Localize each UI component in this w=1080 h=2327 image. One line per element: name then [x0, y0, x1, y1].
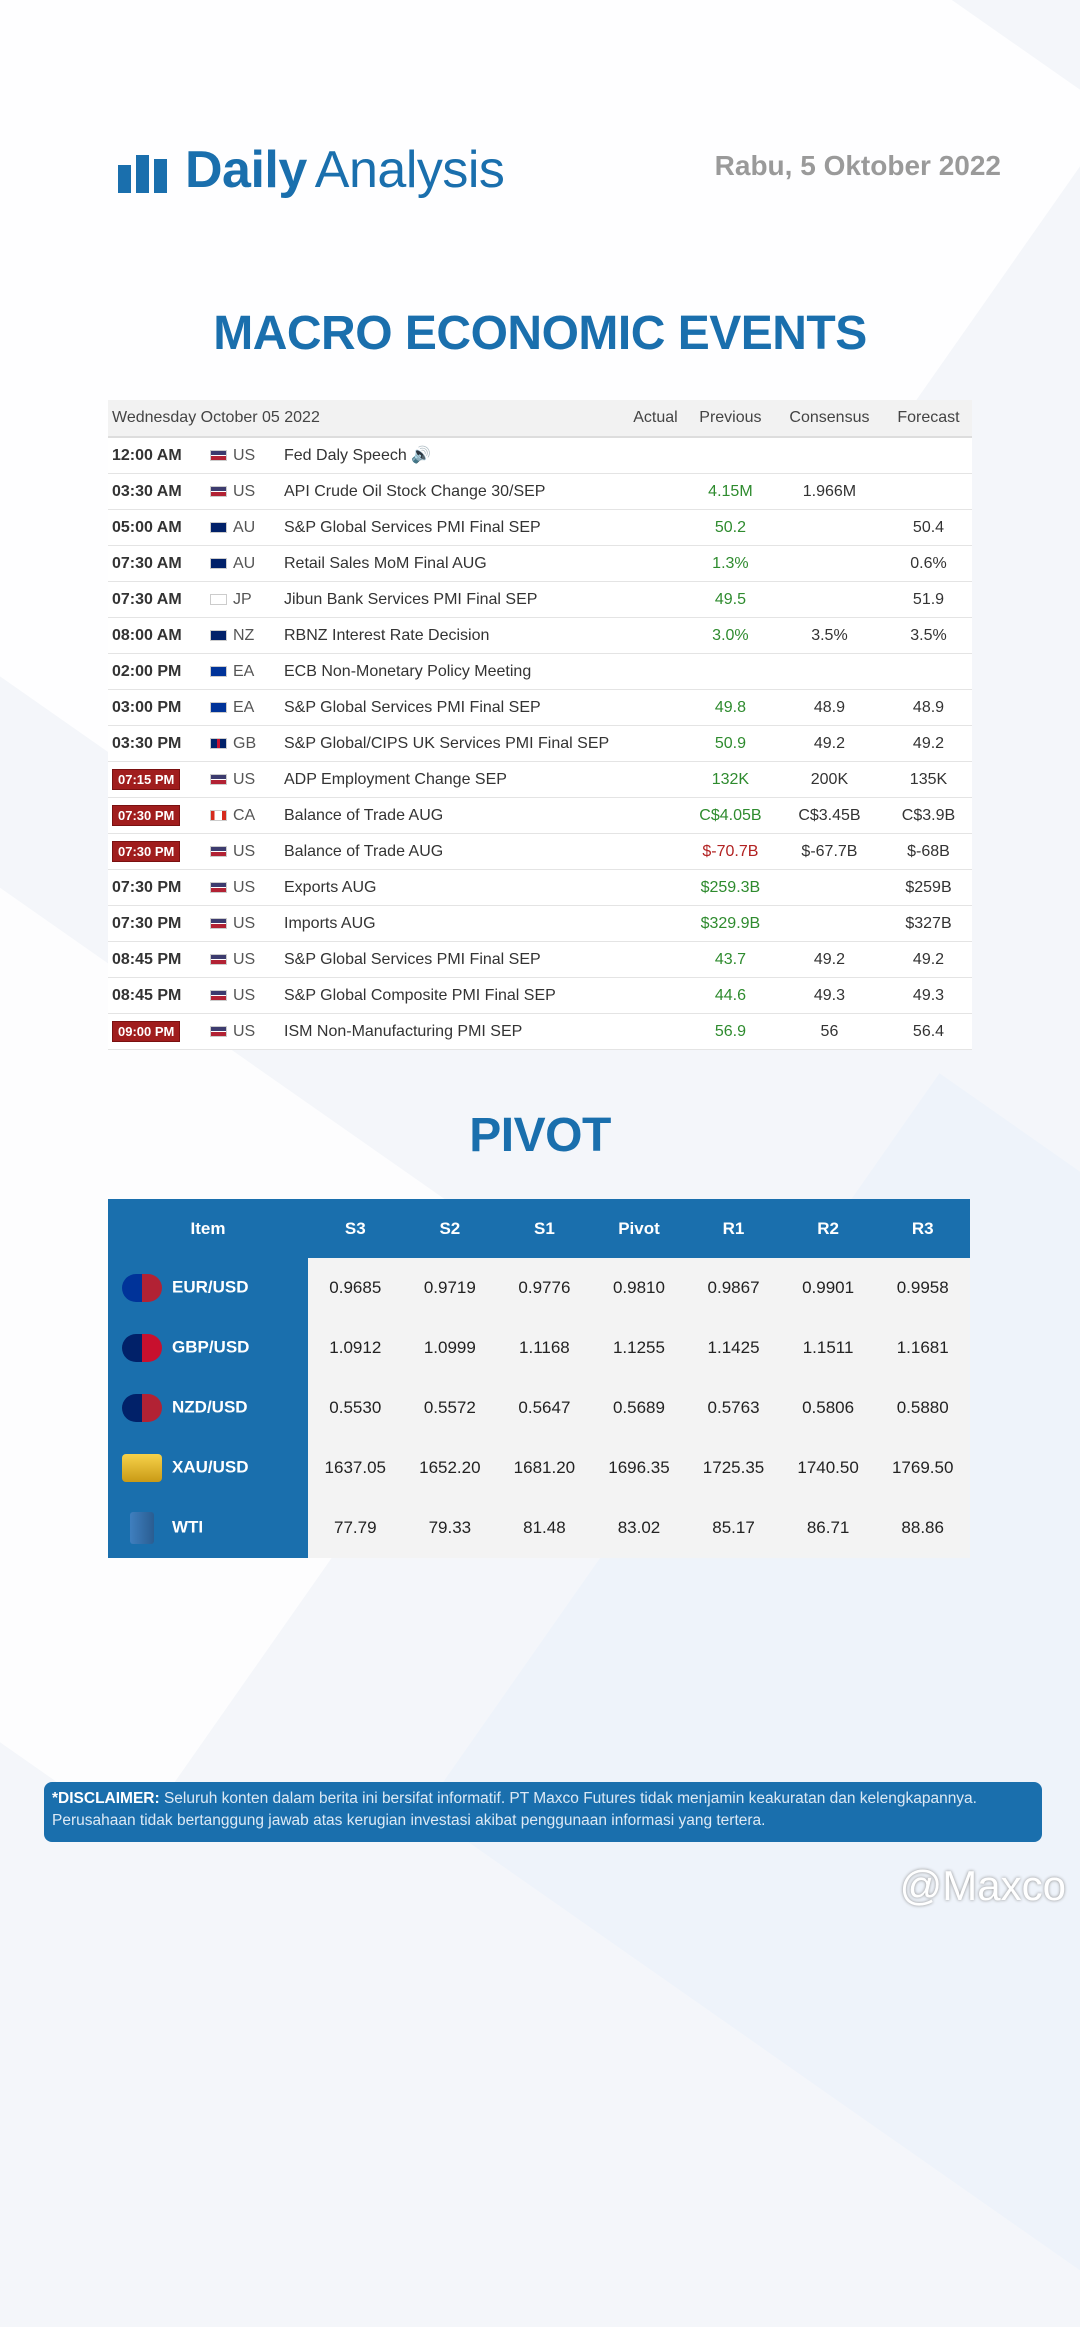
event-country — [209, 582, 283, 618]
pivot-value: 1.1681 — [875, 1318, 970, 1378]
country-flag-icon — [210, 738, 227, 749]
pivot-value: 77.79 — [308, 1498, 403, 1558]
pivot-col-pivot: Pivot — [592, 1199, 687, 1258]
pivot-value: 1696.35 — [592, 1438, 687, 1498]
event-actual — [624, 942, 687, 978]
country-code: US — [233, 482, 256, 500]
country-code: US — [233, 1022, 256, 1040]
pivot-value: 1.1511 — [781, 1318, 876, 1378]
time-text: 07:30 PM — [112, 878, 182, 896]
time-text: 12:00 AM — [112, 446, 182, 464]
event-consensus: 49.2 — [774, 942, 885, 978]
event-country — [209, 546, 283, 582]
disclaimer-label: *DISCLAIMER: — [52, 1790, 160, 1807]
pivot-value: 1725.35 — [686, 1438, 781, 1498]
event-forecast: $259B — [885, 870, 972, 906]
pivot-value: 79.33 — [403, 1498, 498, 1558]
country-code: AU — [233, 554, 256, 572]
event-forecast — [885, 437, 972, 474]
event-previous: 44.6 — [687, 978, 774, 1014]
event-consensus — [774, 906, 885, 942]
event-actual — [624, 978, 687, 1014]
macro-event-row — [108, 978, 972, 1014]
event-country — [209, 834, 283, 870]
country-code: US — [233, 914, 256, 932]
event-time — [108, 870, 209, 906]
pivot-value: 1.1425 — [686, 1318, 781, 1378]
event-previous: 56.9 — [687, 1014, 774, 1050]
gbp-usd-flags-icon — [122, 1334, 162, 1362]
nzd-usd-flags-icon — [122, 1394, 162, 1422]
event-name: ADP Employment Change SEP — [283, 762, 624, 798]
macro-event-row — [108, 437, 972, 474]
pivot-item — [108, 1318, 308, 1378]
pivot-item — [108, 1438, 308, 1498]
time-badge: 09:00 PM — [112, 1021, 180, 1042]
country-flag-icon — [210, 954, 227, 965]
event-consensus: $-67.7B — [774, 834, 885, 870]
time-text: 08:45 PM — [112, 950, 182, 968]
event-forecast: 49.2 — [885, 942, 972, 978]
pivot-title: PIVOT — [469, 1109, 611, 1162]
event-consensus: 3.5% — [774, 618, 885, 654]
event-consensus: 48.9 — [774, 690, 885, 726]
event-country — [209, 762, 283, 798]
event-time — [108, 1014, 209, 1050]
event-previous — [687, 437, 774, 474]
pivot-value: 1740.50 — [781, 1438, 876, 1498]
country-code: EA — [233, 662, 255, 680]
country-flag-icon — [210, 450, 227, 461]
macro-event-row — [108, 690, 972, 726]
time-text: 07:30 PM — [112, 914, 182, 932]
pivot-row — [108, 1378, 970, 1438]
time-badge: 07:30 PM — [112, 841, 180, 862]
event-time — [108, 654, 209, 690]
logo-bold: Daily — [185, 141, 307, 199]
event-previous: 49.8 — [687, 690, 774, 726]
country-flag-icon — [210, 882, 227, 893]
country-code: US — [233, 986, 256, 1004]
event-previous — [687, 654, 774, 690]
time-text: 07:30 AM — [112, 554, 182, 572]
macro-event-row — [108, 798, 972, 834]
country-flag-icon — [210, 774, 227, 785]
country-flag-icon — [210, 810, 227, 821]
event-name: RBNZ Interest Rate Decision — [283, 618, 624, 654]
event-consensus: 49.2 — [774, 726, 885, 762]
macro-event-row — [108, 546, 972, 582]
gold-bars-icon — [122, 1454, 162, 1482]
event-forecast — [885, 654, 972, 690]
event-name: Fed Daly Speech 🔊 — [283, 437, 624, 474]
country-flag-icon — [210, 522, 227, 533]
macro-event-row — [108, 654, 972, 690]
pivot-col-r1: R1 — [686, 1199, 781, 1258]
pivot-col-item: Item — [108, 1199, 308, 1258]
event-country — [209, 942, 283, 978]
pivot-value: 88.86 — [875, 1498, 970, 1558]
time-badge: 07:15 PM — [112, 769, 180, 790]
pivot-row — [108, 1498, 970, 1558]
event-previous: 1.3% — [687, 546, 774, 582]
event-time — [108, 834, 209, 870]
macro-event-row — [108, 582, 972, 618]
pivot-row — [108, 1258, 970, 1318]
event-forecast: 50.4 — [885, 510, 972, 546]
event-time — [108, 726, 209, 762]
country-flag-icon — [210, 918, 227, 929]
event-name: ECB Non-Monetary Policy Meeting — [283, 654, 624, 690]
macro-event-row — [108, 726, 972, 762]
country-flag-icon — [210, 1026, 227, 1037]
event-actual — [624, 474, 687, 510]
time-text: 03:30 PM — [112, 734, 182, 752]
event-country — [209, 654, 283, 690]
macro-event-row — [108, 906, 972, 942]
event-consensus — [774, 654, 885, 690]
macro-event-row — [108, 834, 972, 870]
country-code: GB — [233, 734, 257, 752]
event-previous: 50.2 — [687, 510, 774, 546]
event-name: S&P Global/CIPS UK Services PMI Final SEP — [283, 726, 624, 762]
event-actual — [624, 654, 687, 690]
bar-chart-icon — [118, 147, 167, 193]
maxco-watermark: @Maxco — [899, 1862, 1066, 1909]
country-code: US — [233, 446, 256, 464]
pivot-value: 0.9719 — [403, 1258, 498, 1318]
time-text: 08:00 AM — [112, 626, 182, 644]
pivot-value: 1637.05 — [308, 1438, 403, 1498]
event-forecast: $-68B — [885, 834, 972, 870]
event-consensus — [774, 870, 885, 906]
event-name: Exports AUG — [283, 870, 624, 906]
pivot-item-label: GBP/USD — [172, 1337, 250, 1357]
country-flag-icon — [210, 846, 227, 857]
pivot-col-s2: S2 — [403, 1199, 498, 1258]
event-actual — [624, 582, 687, 618]
event-forecast: 56.4 — [885, 1014, 972, 1050]
event-forecast — [885, 474, 972, 510]
event-consensus — [774, 510, 885, 546]
pivot-value: 81.48 — [497, 1498, 592, 1558]
pivot-item — [108, 1378, 308, 1438]
disclaimer-text: Seluruh konten dalam berita ini bersifat informatif. PT Maxco Futures tidak menjamin keakuratan dan kelengkapannya. Perusahaan tidak bertanggung jawab atas kerugian investasi akibat penggunaan informasi yang tertera. — [52, 1790, 977, 1829]
event-name: S&P Global Composite PMI Final SEP — [283, 978, 624, 1014]
time-text: 02:00 PM — [112, 662, 182, 680]
pivot-value: 0.9776 — [497, 1258, 592, 1318]
pivot-value: 0.9810 — [592, 1258, 687, 1318]
event-forecast: 0.6% — [885, 546, 972, 582]
pivot-value: 1769.50 — [875, 1438, 970, 1498]
event-actual — [624, 618, 687, 654]
event-name: ISM Non-Manufacturing PMI SEP — [283, 1014, 624, 1050]
time-text: 03:30 AM — [112, 482, 182, 500]
macro-event-row — [108, 474, 972, 510]
country-flag-icon — [210, 702, 227, 713]
pivot-value: 0.5689 — [592, 1378, 687, 1438]
pivot-header-row — [108, 1199, 970, 1258]
event-previous: $259.3B — [687, 870, 774, 906]
event-time — [108, 582, 209, 618]
event-country — [209, 437, 283, 474]
macro-event-row — [108, 762, 972, 798]
event-name: Jibun Bank Services PMI Final SEP — [283, 582, 624, 618]
event-previous: 50.9 — [687, 726, 774, 762]
event-consensus — [774, 582, 885, 618]
country-code: JP — [233, 590, 252, 608]
event-actual — [624, 870, 687, 906]
pivot-value: 83.02 — [592, 1498, 687, 1558]
event-name: S&P Global Services PMI Final SEP — [283, 510, 624, 546]
previous-header: Previous — [687, 400, 774, 437]
pivot-col-s1: S1 — [497, 1199, 592, 1258]
time-text: 08:45 PM — [112, 986, 182, 1004]
pivot-value: 1652.20 — [403, 1438, 498, 1498]
event-forecast: 51.9 — [885, 582, 972, 618]
pivot-value: 1681.20 — [497, 1438, 592, 1498]
event-previous: $329.9B — [687, 906, 774, 942]
macro-event-row — [108, 870, 972, 906]
oil-barrel-icon — [130, 1512, 154, 1544]
macro-event-row — [108, 510, 972, 546]
event-actual — [624, 437, 687, 474]
country-code: US — [233, 842, 256, 860]
event-consensus: C$3.45B — [774, 798, 885, 834]
event-time — [108, 510, 209, 546]
actual-header: Actual — [624, 400, 687, 437]
event-name: S&P Global Services PMI Final SEP — [283, 690, 624, 726]
country-flag-icon — [210, 990, 227, 1001]
macro-header-row — [108, 400, 972, 437]
event-forecast: C$3.9B — [885, 798, 972, 834]
event-country — [209, 726, 283, 762]
logo-light: Analysis — [314, 141, 505, 199]
event-actual — [624, 1014, 687, 1050]
event-previous: 4.15M — [687, 474, 774, 510]
pivot-item-label: WTI — [172, 1517, 204, 1537]
event-consensus: 1.966M — [774, 474, 885, 510]
event-consensus — [774, 546, 885, 582]
event-actual — [624, 762, 687, 798]
event-consensus — [774, 437, 885, 474]
pivot-value: 0.5880 — [875, 1378, 970, 1438]
country-code: US — [233, 950, 256, 968]
pivot-item-label: NZD/USD — [172, 1397, 248, 1417]
event-country — [209, 906, 283, 942]
event-actual — [624, 546, 687, 582]
eur-usd-flags-icon — [122, 1274, 162, 1302]
event-actual — [624, 834, 687, 870]
event-actual — [624, 726, 687, 762]
pivot-value: 0.9958 — [875, 1258, 970, 1318]
event-time — [108, 978, 209, 1014]
event-country — [209, 1014, 283, 1050]
pivot-value: 1.1168 — [497, 1318, 592, 1378]
event-forecast: 48.9 — [885, 690, 972, 726]
event-previous: 43.7 — [687, 942, 774, 978]
pivot-item-label: EUR/USD — [172, 1277, 249, 1297]
country-code: US — [233, 770, 256, 788]
report-date: Rabu, 5 Oktober 2022 — [714, 150, 1001, 181]
pivot-item — [108, 1258, 308, 1318]
daily-analysis-logo — [118, 140, 504, 200]
event-actual — [624, 906, 687, 942]
event-consensus: 56 — [774, 1014, 885, 1050]
pivot-value: 0.5530 — [308, 1378, 403, 1438]
pivot-col-s3: S3 — [308, 1199, 403, 1258]
pivot-value: 0.5572 — [403, 1378, 498, 1438]
event-country — [209, 870, 283, 906]
event-time — [108, 906, 209, 942]
event-time — [108, 690, 209, 726]
event-previous: 132K — [687, 762, 774, 798]
event-country — [209, 798, 283, 834]
country-flag-icon — [210, 486, 227, 497]
event-country — [209, 474, 283, 510]
pivot-value: 0.5806 — [781, 1378, 876, 1438]
pivot-row — [108, 1318, 970, 1378]
event-time — [108, 762, 209, 798]
event-previous: 49.5 — [687, 582, 774, 618]
consensus-header: Consensus — [774, 400, 885, 437]
pivot-value: 0.9685 — [308, 1258, 403, 1318]
pivot-item-label: XAU/USD — [172, 1457, 249, 1477]
pivot-value: 1.0912 — [308, 1318, 403, 1378]
country-flag-icon — [210, 630, 227, 641]
time-text: 05:00 AM — [112, 518, 182, 536]
event-previous: C$4.05B — [687, 798, 774, 834]
pivot-value: 1.0999 — [403, 1318, 498, 1378]
event-previous: 3.0% — [687, 618, 774, 654]
pivot-table — [108, 1199, 970, 1558]
macro-events-table — [108, 400, 972, 1050]
event-forecast: 49.3 — [885, 978, 972, 1014]
country-code: NZ — [233, 626, 255, 644]
pivot-row — [108, 1438, 970, 1498]
event-country — [209, 510, 283, 546]
event-time — [108, 942, 209, 978]
country-code: EA — [233, 698, 255, 716]
event-name: Balance of Trade AUG — [283, 834, 624, 870]
event-time — [108, 798, 209, 834]
forecast-header: Forecast — [885, 400, 972, 437]
event-forecast: 3.5% — [885, 618, 972, 654]
event-name: Balance of Trade AUG — [283, 798, 624, 834]
event-consensus: 200K — [774, 762, 885, 798]
event-actual — [624, 798, 687, 834]
event-time — [108, 618, 209, 654]
country-flag-icon — [210, 666, 227, 677]
disclaimer-box — [44, 1782, 1042, 1842]
event-name: API Crude Oil Stock Change 30/SEP — [283, 474, 624, 510]
event-country — [209, 978, 283, 1014]
country-flag-icon — [210, 594, 227, 605]
event-consensus: 49.3 — [774, 978, 885, 1014]
event-country — [209, 690, 283, 726]
time-text: 03:00 PM — [112, 698, 182, 716]
macro-event-row — [108, 942, 972, 978]
event-time — [108, 546, 209, 582]
time-badge: 07:30 PM — [112, 805, 180, 826]
country-code: CA — [233, 806, 256, 824]
event-actual — [624, 690, 687, 726]
country-flag-icon — [210, 558, 227, 569]
pivot-value: 85.17 — [686, 1498, 781, 1558]
event-country — [209, 618, 283, 654]
logo-text — [185, 140, 504, 200]
macro-event-row — [108, 1014, 972, 1050]
country-code: US — [233, 878, 256, 896]
event-forecast: 49.2 — [885, 726, 972, 762]
event-forecast: 135K — [885, 762, 972, 798]
pivot-value: 1.1255 — [592, 1318, 687, 1378]
event-name: Imports AUG — [283, 906, 624, 942]
pivot-value: 0.9867 — [686, 1258, 781, 1318]
pivot-value: 86.71 — [781, 1498, 876, 1558]
pivot-item — [108, 1498, 308, 1558]
pivot-value: 0.5763 — [686, 1378, 781, 1438]
pivot-value: 0.5647 — [497, 1378, 592, 1438]
country-code: AU — [233, 518, 256, 536]
pivot-col-r3: R3 — [875, 1199, 970, 1258]
event-time — [108, 437, 209, 474]
time-text: 07:30 AM — [112, 590, 182, 608]
pivot-value: 0.9901 — [781, 1258, 876, 1318]
event-actual — [624, 510, 687, 546]
event-forecast: $327B — [885, 906, 972, 942]
macro-event-row — [108, 618, 972, 654]
event-name: Retail Sales MoM Final AUG — [283, 546, 624, 582]
macro-title: MACRO ECONOMIC EVENTS — [213, 307, 867, 360]
day-header: Wednesday October 05 2022 — [108, 400, 624, 437]
pivot-col-r2: R2 — [781, 1199, 876, 1258]
event-previous: $-70.7B — [687, 834, 774, 870]
event-name: S&P Global Services PMI Final SEP — [283, 942, 624, 978]
event-time — [108, 474, 209, 510]
